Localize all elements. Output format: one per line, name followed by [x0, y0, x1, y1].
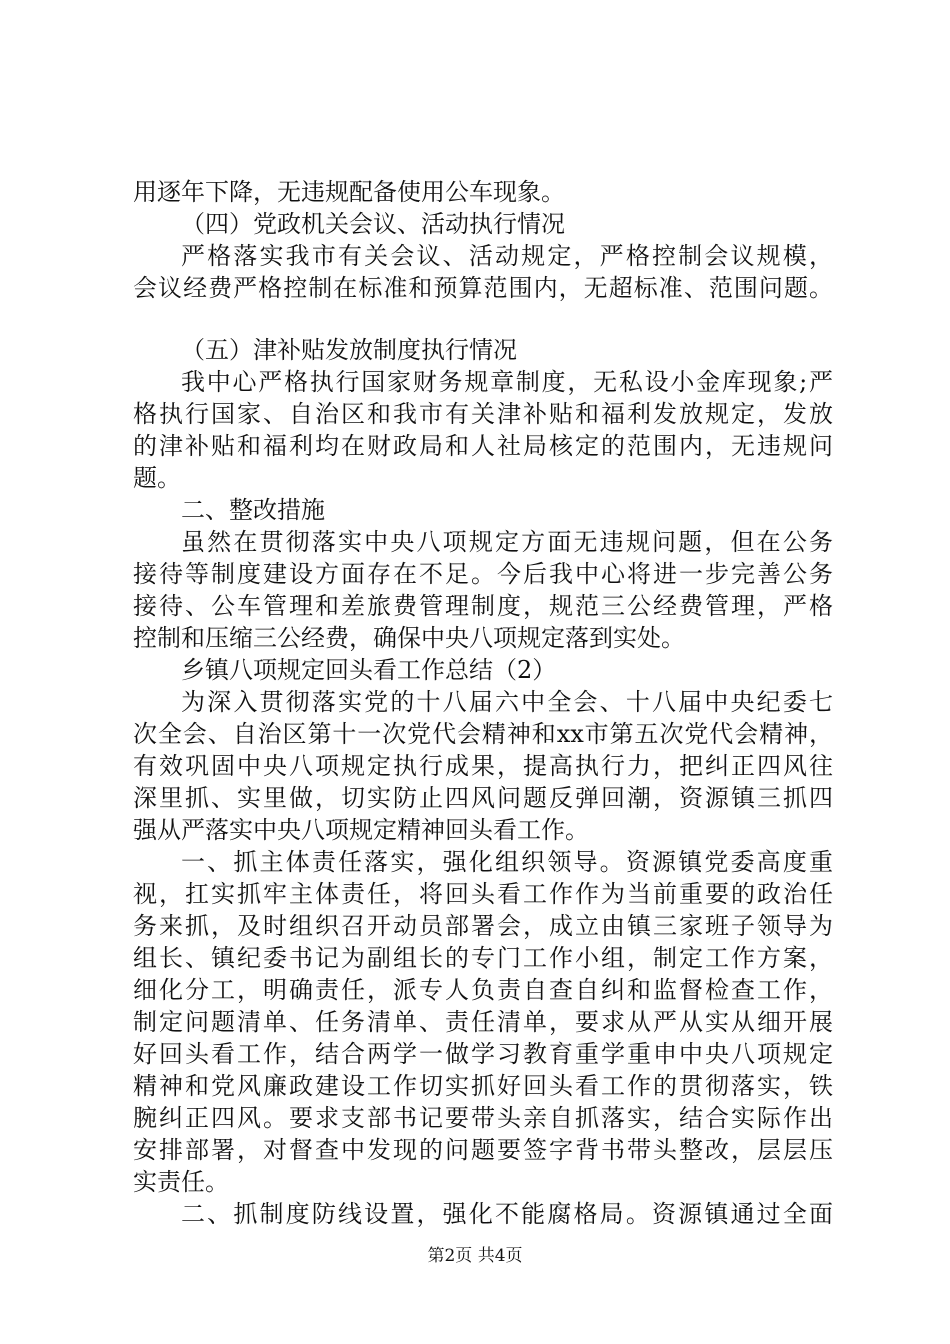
text-line: 次全会、自治区第十一次党代会精神和xx市第五次党代会精神，	[133, 720, 833, 748]
page-footer: 第2页 共4页	[427, 1246, 523, 1266]
text-line: 题。	[133, 464, 181, 492]
text-line: 格执行国家、自治区和我市有关津补贴和福利发放规定，发放	[133, 400, 833, 428]
text-line: 我中心严格执行国家财务规章制度，无私设小金库现象;严	[181, 368, 833, 396]
text-line: 制定问题清单、任务清单、责任清单，要求从严从实从细开展	[133, 1008, 833, 1036]
paragraph-gap	[133, 304, 833, 334]
text-line: 好回头看工作，结合两学一做学习教育重学重申中央八项规定	[133, 1040, 833, 1068]
text-line: 强从严落实中央八项规定精神回头看工作。	[133, 816, 589, 844]
text-line: 一、抓主体责任落实，强化组织领导。资源镇党委高度重	[181, 848, 833, 876]
text-line: 腕纠正四风。要求支部书记要带头亲自抓落实，结合实际作出	[133, 1104, 833, 1132]
text-line: 组长、镇纪委书记为副组长的专门工作小组，制定工作方案，	[133, 944, 833, 972]
text-line: 实责任。	[133, 1168, 229, 1196]
text-line: 务来抓，及时组织召开动员部署会，成立由镇三家班子领导为	[133, 912, 833, 940]
text-line: 视，扛实抓牢主体责任，将回头看工作作为当前重要的政治任	[133, 880, 833, 908]
text-line: 的津补贴和福利均在财政局和人社局核定的范围内，无违规问	[133, 432, 833, 460]
body-text	[133, 176, 833, 1230]
section-heading: （五）津补贴发放制度执行情况	[181, 336, 517, 364]
text-line: 二、抓制度防线设置，强化不能腐格局。资源镇通过全面	[181, 1200, 833, 1228]
text-line: 深里抓、实里做，切实防止四风问题反弹回潮，资源镇三抓四	[133, 784, 833, 812]
section-heading: （四）党政机关会议、活动执行情况	[181, 210, 565, 238]
section-heading: 二、整改措施	[181, 496, 325, 524]
text-line: 虽然在贯彻落实中央八项规定方面无违规问题，但在公务	[181, 528, 833, 556]
text-line: 会议经费严格控制在标准和预算范围内，无超标准、范围问题。	[133, 274, 833, 302]
text-line: 安排部署，对督查中发现的问题要签字背书带头整改，层层压	[133, 1136, 833, 1164]
text-line: 精神和党风廉政建设工作切实抓好回头看工作的贯彻落实，铁	[133, 1072, 833, 1100]
text-line: 为深入贯彻落实党的十八届六中全会、十八届中央纪委七	[181, 688, 833, 716]
text-line: 用逐年下降，无违规配备使用公车现象。	[133, 178, 565, 206]
text-line: 控制和压缩三公经费，确保中央八项规定落到实处。	[133, 624, 685, 652]
text-line: 有效巩固中央八项规定执行成果，提高执行力，把纠正四风往	[133, 752, 833, 780]
text-line: 接待等制度建设方面存在不足。今后我中心将进一步完善公务	[133, 560, 833, 588]
text-line: 严格落实我市有关会议、活动规定，严格控制会议规模，	[181, 242, 833, 270]
text-line: 接待、公车管理和差旅费管理制度，规范三公经费管理，严格	[133, 592, 833, 620]
article-title: 乡镇八项规定回头看工作总结（2）	[181, 656, 557, 684]
text-line: 细化分工，明确责任，派专人负责自查自纠和监督检查工作，	[133, 976, 833, 1004]
